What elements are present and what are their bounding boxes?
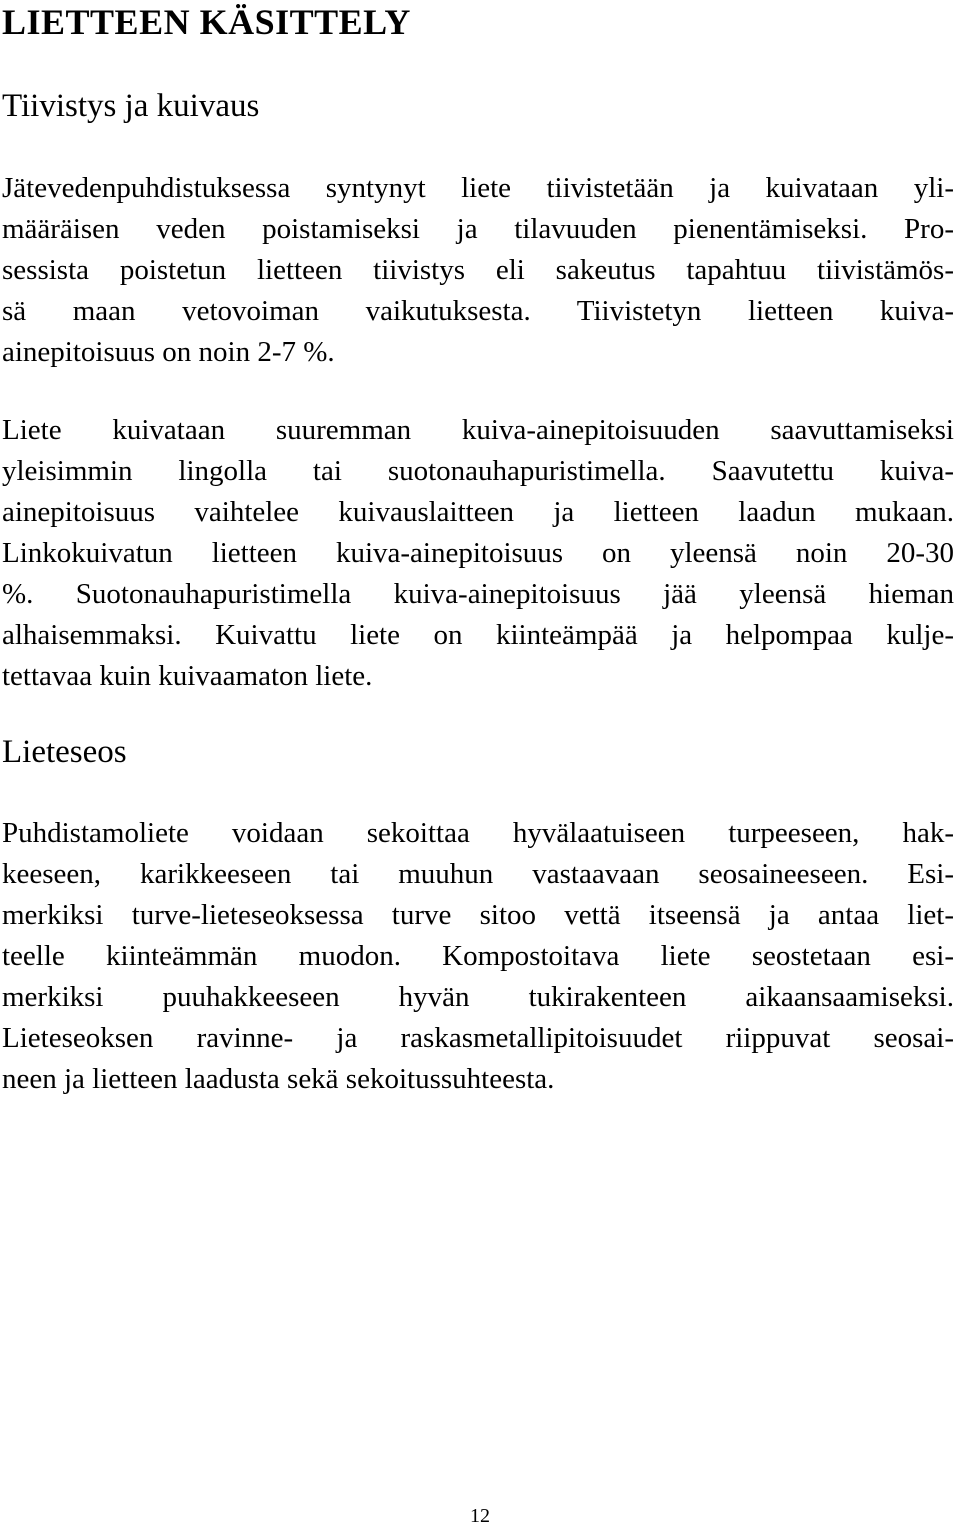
- paragraph-line: merkiksi turve-lieteseoksessa turve sitoo vettä itseensä ja antaa liet-: [2, 899, 954, 931]
- paragraph-line: Jätevedenpuhdistuksessa syntynyt liete tiivistetään ja kuivataan yli-: [2, 172, 954, 204]
- paragraph-line: määräisen veden poistamiseksi ja tilavuuden pienentämiseksi. Pro-: [2, 213, 954, 245]
- section-heading-tiivistys: Tiivistys ja kuivaus: [2, 88, 260, 124]
- page-title: LIETTEEN KÄSITTELY: [2, 2, 411, 42]
- paragraph-line: teelle kiinteämmän muodon. Kompostoitava liete seostetaan esi-: [2, 940, 954, 972]
- paragraph-line: alhaisemmaksi. Kuivattu liete on kiinteämpää ja helpompaa kulje-: [2, 619, 954, 651]
- paragraph-line: neen ja lietteen laadusta sekä sekoitussuhteesta.: [2, 1063, 555, 1095]
- paragraph-line: %. Suotonauhapuristimella kuiva-ainepitoisuus jää yleensä hieman: [2, 578, 954, 610]
- paragraph-line: keeseen, karikkeeseen tai muuhun vastaavaan seosaineeseen. Esi-: [2, 858, 954, 890]
- paragraph-line: tettavaa kuin kuivaamaton liete.: [2, 660, 373, 692]
- paragraph-line: sessista poistetun lietteen tiivistys eli sakeutus tapahtuu tiivistämös-: [2, 254, 954, 286]
- paragraph-line: Lieteseoksen ravinne- ja raskasmetallipitoisuudet riippuvat seosai-: [2, 1022, 954, 1054]
- paragraph-line: yleisimmin lingolla tai suotonauhapuristimella. Saavutettu kuiva-: [2, 455, 954, 487]
- section-heading-lieteseos: Lieteseos: [2, 734, 127, 770]
- paragraph-line: ainepitoisuus vaihtelee kuivauslaitteen ja lietteen laadun mukaan.: [2, 496, 954, 528]
- paragraph-line: merkiksi puuhakkeeseen hyvän tukirakenteen aikaansaamiseksi.: [2, 981, 954, 1013]
- page-number: 12: [470, 1505, 490, 1527]
- paragraph-line: Puhdistamoliete voidaan sekoittaa hyvälaatuiseen turpeeseen, hak-: [2, 817, 954, 849]
- paragraph-line: Liete kuivataan suuremman kuiva-ainepitoisuuden saavuttamiseksi: [2, 414, 954, 446]
- paragraph-line: Linkokuivatun lietteen kuiva-ainepitoisuus on yleensä noin 20-30: [2, 537, 954, 569]
- paragraph-line: sä maan vetovoiman vaikutuksesta. Tiivistetyn lietteen kuiva-: [2, 295, 954, 327]
- paragraph-line: ainepitoisuus on noin 2-7 %.: [2, 336, 335, 368]
